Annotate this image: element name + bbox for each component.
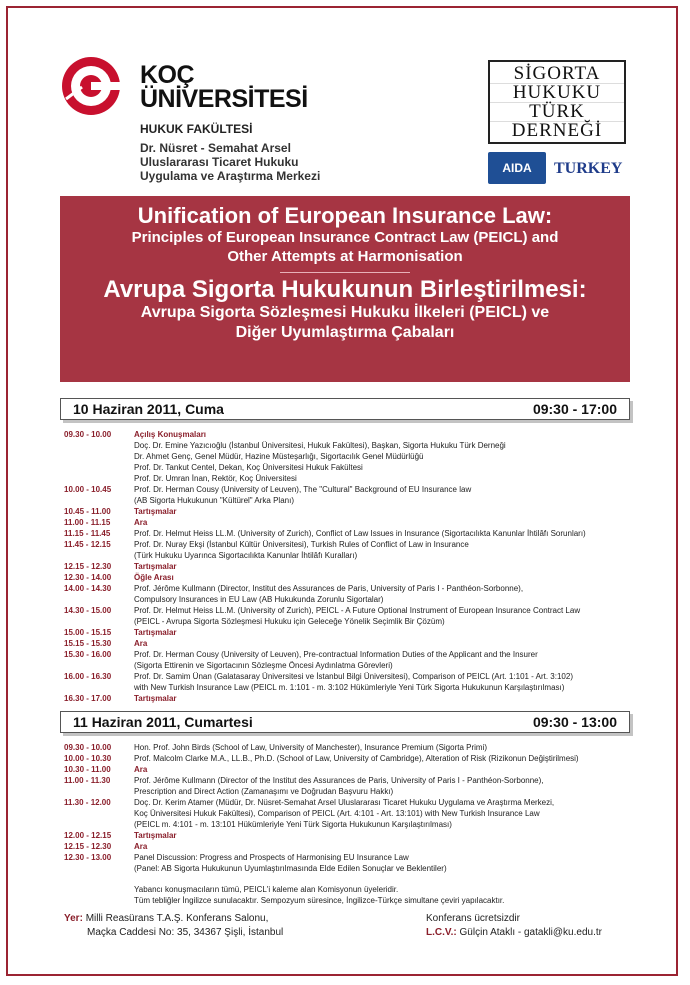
- program-row: [64, 786, 630, 797]
- program-row: [64, 808, 630, 819]
- university-name-line2: ÜNİVERSİTESİ: [140, 85, 308, 113]
- program-row: [64, 539, 630, 550]
- row-text: Açılış Konuşmaları: [134, 430, 207, 439]
- fee-note: Konferans ücretsizdir: [426, 913, 520, 924]
- row-time: 16.00 - 16.30: [64, 672, 112, 681]
- row-text: Prof. Dr. Nuray Ekşi (İstanbul Kültür Üniversitesi), Turkish Rules of Conflict of Law in Insurance: [134, 540, 469, 549]
- koc-university-logo: [60, 55, 360, 185]
- program-row: [64, 605, 630, 616]
- row-text: (Panel: AB Sigorta Hukukunun Uyumlaştırılmasında Elde Edilen Sonuçlar ve Beklentiler): [134, 864, 447, 873]
- program-row: [64, 830, 630, 841]
- program-row: [64, 572, 630, 583]
- association-logo: SİGORTA HUKUKU TÜRK DERNEĞİ: [488, 60, 626, 144]
- row-text: Ara: [134, 639, 148, 648]
- row-time: [64, 819, 134, 830]
- row-text: Prof. Dr. Samim Ünan (Galatasaray Üniversitesi ve İstanbul Bilgi Üniversitesi), Comparison of PEICL (Art. 1:101 - Art. 3:102): [134, 672, 573, 681]
- contact-info: [426, 912, 602, 940]
- row-time: 15.15 - 15.30: [64, 639, 112, 648]
- row-text: Tartışmalar: [134, 628, 177, 637]
- banner-divider: [280, 272, 410, 273]
- title-turkish: Avrupa Sigorta Hukukunun Birleştirilmesi:: [103, 276, 587, 303]
- program-row: [64, 742, 630, 753]
- subtitle-turkish-2: Diğer Uyumlaştırma Çabaları: [235, 324, 455, 341]
- program-row: [64, 583, 630, 594]
- day2-program: [64, 742, 630, 874]
- program-row: [64, 506, 630, 517]
- program-row: [64, 550, 630, 561]
- row-text: (PEICL - Avrupa Sigorta Sözleşmesi Hukuku için Geleceğe Yönelik Seçimlik Bir Çözüm): [134, 617, 445, 626]
- program-row: [64, 841, 630, 852]
- row-time: 11.45 - 12.15: [64, 540, 111, 549]
- program-row: [64, 627, 630, 638]
- day1-program: [64, 429, 630, 704]
- row-time: 12.15 - 12.30: [64, 842, 112, 851]
- row-time: [64, 440, 134, 451]
- research-center-name: Dr. Nüsret - Semahat Arsel Uluslararası Ticaret Hukuku Uygulama ve Araştırma Merkezi: [140, 141, 321, 183]
- program-row: [64, 495, 630, 506]
- row-text: Prof. Dr. Helmut Heiss LL.M. (University of Zurich), PEICL - A Future Optional Instrument of European Insurance Contract Law: [134, 606, 581, 615]
- program-row: [64, 660, 630, 671]
- program-row: [64, 753, 630, 764]
- program-row: [64, 473, 630, 484]
- program-row: [64, 682, 630, 693]
- row-text: Hon. Prof. John Birds (School of Law, University of Manchester), Insurance Premium (Sigorta Primi): [134, 743, 488, 752]
- program-row: [64, 649, 630, 660]
- row-time: 15.30 - 16.00: [64, 650, 112, 659]
- day1-time: 09:30 - 17:00: [532, 401, 617, 417]
- program-row: [64, 852, 630, 863]
- program-row: [64, 671, 630, 682]
- row-text: (Türk Hukuku Uyarınca Sigortacılıkta Kanunlar İhtilâfı Kuralları): [134, 551, 358, 560]
- row-time: 11.00 - 11.15: [64, 518, 111, 527]
- row-text: Tartışmalar: [134, 831, 177, 840]
- row-text: Prof. Malcolm Clarke M.A., LL.B., Ph.D. (School of Law, University of Cambridge), Alteration of Risk (Rizikonun Değiştirilmesi): [134, 754, 579, 763]
- program-row: [64, 616, 630, 627]
- program-row: [64, 693, 630, 704]
- row-text: (Sigorta Ettirenin ve Sigortacının Sözleşme Öncesi Aydınlatma Görevleri): [134, 661, 393, 670]
- university-name-line1: KOÇ: [140, 61, 195, 89]
- row-time: [64, 660, 134, 671]
- row-text: (PEICL m. 4:101 - m. 13:101 Hükümleriyle Yeni Türk Sigorta Hukukunun Karşılaştırılması): [134, 820, 452, 829]
- row-time: 12.30 - 13.00: [64, 853, 112, 862]
- row-text: Dr. Ahmet Genç, Genel Müdür, Hazine Müsteşarlığı, Sigortacılık Genel Müdürlüğü: [134, 452, 424, 461]
- row-text: Compulsory Insurances in EU Law (AB Hukukunda Zorunlu Sigortalar): [134, 595, 384, 604]
- program-row: [64, 863, 630, 874]
- row-time: 10.45 - 11.00: [64, 507, 111, 516]
- row-text: Prof. Dr. Helmut Heiss LL.M. (University of Zurich), Conflict of Law Issues in Insurance (Sigortacılıkta Kanunlar İhtilâfı Sorunları): [134, 529, 586, 538]
- row-time: 12.15 - 12.30: [64, 562, 112, 571]
- row-time: 12.00 - 12.15: [64, 831, 112, 840]
- row-time: 11.30 - 12.00: [64, 798, 111, 807]
- row-text: Ara: [134, 518, 148, 527]
- note-line-2: Tüm tebliğler İngilizce sunulacaktır. Sempozyum süresince, İngilizce-Türkçe simultane çeviri yapılacaktır.: [134, 896, 505, 905]
- program-row: [64, 797, 630, 808]
- row-text: (AB Sigorta Hukukunun "Kültürel" Arka Planı): [134, 496, 294, 505]
- program-row: [64, 819, 630, 830]
- program-row: [64, 764, 630, 775]
- venue-label: Yer:: [64, 913, 83, 924]
- venue-line-1: Milli Reasürans T.A.Ş. Konferans Salonu,: [85, 913, 269, 924]
- subtitle-english-2: Other Attempts at Harmonisation: [227, 248, 463, 265]
- row-time: [64, 863, 134, 874]
- row-time: 09.30 - 10.00: [64, 430, 112, 439]
- row-text: Ara: [134, 842, 148, 851]
- program-row: [64, 429, 630, 440]
- row-time: [64, 594, 134, 605]
- row-text: Prof. Jérôme Kullmann (Director of the Institut des Assurances de Paris, University of Paris I - Panthéon-Sorbonne),: [134, 776, 544, 785]
- day2-time: 09:30 - 13:00: [532, 714, 617, 730]
- day2-date: 11 Haziran 2011, Cumartesi: [73, 714, 253, 730]
- program-notes: [134, 884, 504, 906]
- subtitle-turkish-1: Avrupa Sigorta Sözleşmesi Hukuku İlkeleri (PEICL) ve: [140, 304, 550, 321]
- day1-header: [60, 398, 630, 420]
- title-banner: [60, 196, 630, 382]
- row-time: 10.00 - 10.30: [64, 754, 112, 763]
- row-time: 15.00 - 15.15: [64, 628, 112, 637]
- program-row: [64, 638, 630, 649]
- day2-header: [60, 711, 630, 733]
- program-row: [64, 775, 630, 786]
- row-text: Doç. Dr. Emine Yazıcıoğlu (İstanbul Üniversitesi, Hukuk Fakültesi), Başkan, Sigorta Hukuku Türk Derneği: [134, 441, 506, 450]
- faculty-name: HUKUK FAKÜLTESİ: [140, 122, 253, 136]
- row-text: Panel Discussion: Progress and Prospects of Harmonising EU Insurance Law: [134, 853, 409, 862]
- title-english: Unification of European Insurance Law:: [137, 203, 553, 228]
- row-text: Tartışmalar: [134, 694, 177, 703]
- row-time: [64, 682, 134, 693]
- koc-emblem-icon: [60, 55, 122, 117]
- row-text: Tartışmalar: [134, 507, 177, 516]
- row-text: Prof. Dr. Umran İnan, Rektör, Koç Üniversitesi: [134, 474, 297, 483]
- program-row: [64, 528, 630, 539]
- row-text: Prof. Dr. Tankut Centel, Dekan, Koç Üniversitesi Hukuk Fakültesi: [134, 463, 363, 472]
- row-time: 10.30 - 11.00: [64, 765, 111, 774]
- program-row: [64, 440, 630, 451]
- program-row: [64, 517, 630, 528]
- row-time: [64, 808, 134, 819]
- row-time: [64, 550, 134, 561]
- row-time: [64, 473, 134, 484]
- program-row: [64, 561, 630, 572]
- aida-country: TURKEY: [554, 160, 623, 177]
- row-time: 16.30 - 17.00: [64, 694, 112, 703]
- aida-logo: AIDA: [488, 152, 546, 184]
- row-text: Prof. Dr. Herman Cousy (University of Leuven), Pre-contractual Information Duties of the Applicant and the Insurer: [134, 650, 538, 659]
- program-row: [64, 462, 630, 473]
- row-text: Prof. Dr. Herman Cousy (University of Leuven), The "Cultural" Background of EU Insurance law: [134, 485, 472, 494]
- row-time: [64, 462, 134, 473]
- row-text: Prof. Jérôme Kullmann (Director, Institut des Assurances de Paris, University of Paris I - Panthéon-Sorbonne),: [134, 584, 524, 593]
- note-line-1: Yabancı konuşmacıların tümü, PEICL'i kaleme alan Komisyonun üyeleridir.: [134, 885, 399, 894]
- program-row: [64, 484, 630, 495]
- row-time: 11.15 - 11.45: [64, 529, 111, 538]
- row-time: 11.00 - 11.30: [64, 776, 111, 785]
- row-time: 12.30 - 14.00: [64, 573, 112, 582]
- row-text: Prescription and Direct Action (Zamanaşımı ve Doğrudan Başvuru Hakkı): [134, 787, 394, 796]
- row-time: 09.30 - 10.00: [64, 743, 112, 752]
- row-time: [64, 495, 134, 506]
- program-row: [64, 594, 630, 605]
- row-text: with New Turkish Insurance Law (PEICL m. 1:101 - m. 3:102 Hükümleriyle Yeni Türk Sigorta Hukukunun Karşılaştırılması): [134, 683, 565, 692]
- row-text: Doç. Dr. Kerim Atamer (Müdür, Dr. Nüsret-Semahat Arsel Uluslararası Ticaret Hukuku Uygulama ve Araştırma Merkezi,: [134, 798, 555, 807]
- venue-info: [64, 912, 283, 940]
- venue-line-2: Maçka Caddesi No: 35, 34367 Şişli, İstanbul: [87, 927, 284, 938]
- row-time: 10.00 - 10.45: [64, 485, 112, 494]
- row-time: 14.00 - 14.30: [64, 584, 112, 593]
- row-time: 14.30 - 15.00: [64, 606, 112, 615]
- rsvp-contact: Gülçin Ataklı - gatakli@ku.edu.tr: [459, 927, 602, 938]
- row-text: Öğle Arası: [134, 573, 174, 582]
- row-time: [64, 451, 134, 462]
- row-time: [64, 786, 134, 797]
- program-row: [64, 451, 630, 462]
- row-text: Koç Üniversitesi Hukuk Fakültesi), Comparison of PEICL (Art. 4:101 - Art. 13:101) with New Turkish Insurance Law: [134, 809, 540, 818]
- row-time: [64, 616, 134, 627]
- day1-date: 10 Haziran 2011, Cuma: [73, 401, 224, 417]
- rsvp-label: L.C.V.:: [426, 927, 457, 938]
- row-text: Tartışmalar: [134, 562, 177, 571]
- row-text: Ara: [134, 765, 148, 774]
- subtitle-english-1: Principles of European Insurance Contract Law (PEICL) and: [131, 229, 559, 246]
